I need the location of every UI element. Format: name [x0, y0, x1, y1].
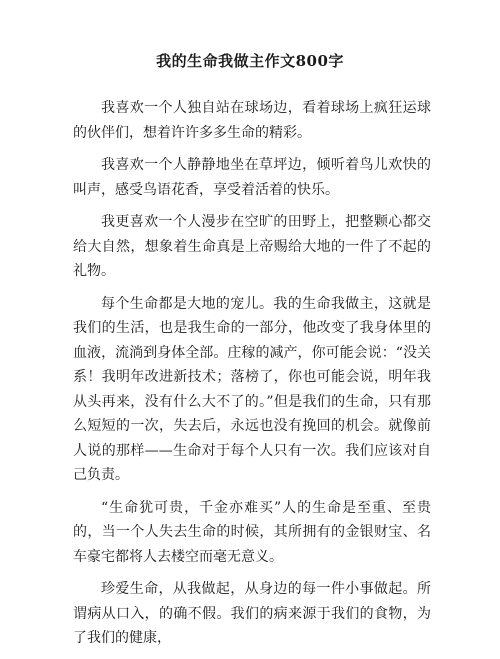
paragraph: “生命犹可贵，千金亦难买”人的生命是至重、至贵的，当一个人失去生命的时候，其所拥有的金银财宝、名车豪宅都将人去楼空而毫无意义。	[73, 499, 431, 565]
paragraph: 我喜欢一个人独自站在球场边，看着球场上疯狂运球的伙伴们，想着许许多多生命的精彩。	[73, 100, 431, 141]
document-body	[73, 96, 431, 659]
paragraph: 珍爱生命，从我做起，从身边的每一件小事做起。所谓病从口入，的确不假。我们的病来源于我们的食物，为了我们的健康，	[73, 581, 431, 646]
paragraph: 每个生命都是大地的宠儿。我的生命我做主，这就是我们的生活，也是我生命的一部分，他改变了我身体里的血液，流淌到身体全部。庄稼的减产，你可能会说：“没关系！我明年改进新技术；落榜了，你也可能会说，明年我从头再来，没有什么大不了的。”但是我们的生命，只有那么短短的一次，失去后，永远也没有挽回的机会。就像前人说的那样——生命对于每个人只有一次。我们应该对自己负责。	[73, 295, 431, 483]
document-title: 我的生命我做主作文800字	[156, 52, 344, 70]
paragraph: 我喜欢一个人静静地坐在草坪边，倾听着鸟儿欢快的叫声，感受鸟语花香，享受着活着的快乐。	[73, 157, 431, 198]
paragraph: 我更喜欢一个人漫步在空旷的田野上，把整颗心都交给大自然，想象着生命真是上帝赐给大地的一件了不起的礼物。	[73, 214, 431, 279]
